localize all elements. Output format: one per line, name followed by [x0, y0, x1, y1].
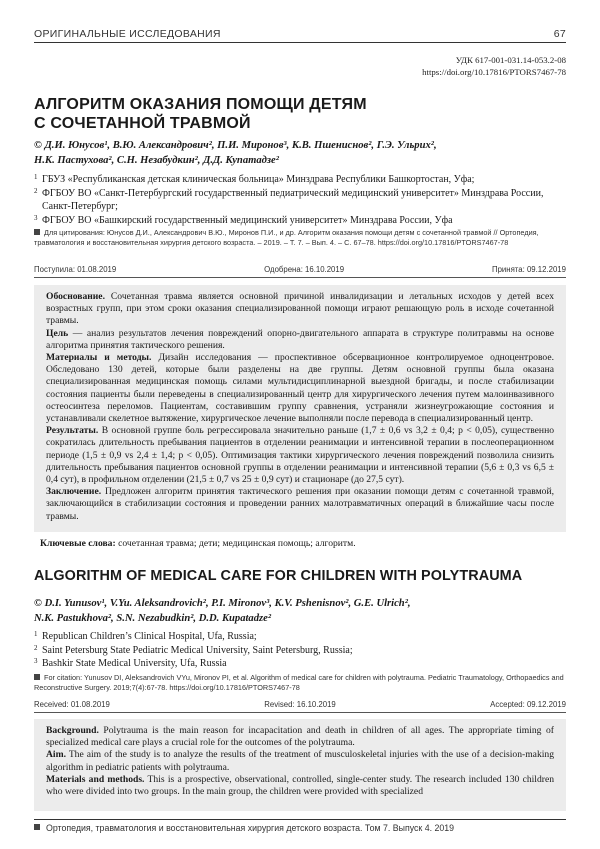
abstract-ru-background: Обоснование. Сочетанная травма является основной причиной инвалидизации и летальных исходов у детей всех возрастных групп, при этом сроки оказания специализированной помощи играют решающую роль в исходе сочетанной травмы. — [46, 291, 554, 327]
footer-divider — [34, 819, 566, 820]
article-title-ru — [34, 95, 554, 133]
article-title-en: ALGORITHM OF MEDICAL CARE FOR CHILDREN WITH POLYTRAUMA — [34, 568, 523, 584]
doi-link[interactable]: https://doi.org/10.17816/PTORS7467-78 — [422, 67, 566, 77]
abstract-en-methods: Materials and methods. This is a prospective, observational, controlled, single-center study. The research included 130 children who were divided into two groups. In the main group, the children were provided with specialized — [46, 773, 554, 798]
revised-date-en: Revised: 16.10.2019 — [264, 700, 336, 709]
square-bullet-icon — [34, 229, 40, 235]
authors-en-line-1: © D.I. Yunusov¹, V.Yu. Aleksandrovich², P.I. Mironov³, K.V. Pshenisnov², G.E. Ulrich², — [34, 598, 411, 609]
abstract-ru-methods: Материалы и методы. Дизайн исследования — проспективное обсервационное контролируемое одноцентровое. Обследовано 130 детей, которые были разделены на две группы. Детям основной группы была оказана специализированная медицинская помощь силами мультидисциплинарной выездной бригады, и после стабилизации состояния пациенты были переведены в специализированный центр для хирургического лечения путем малоинвазивного остеосинтеза переломов. Пациентам, составившим группу сравнения, устраняли жизнеугрожающие состояния и устанавливали скелетное вытяжение, хирургическое лечение выполняли после перевода в специализированный центр. — [46, 352, 554, 425]
title-ru-line-2: С СОЧЕТАННОЙ ТРАВМОЙ — [34, 115, 251, 132]
square-bullet-icon — [34, 824, 40, 830]
affiliation-ru-1: 1 ГБУЗ «Республиканская детская клиническая больница» Минздрава Республики Башкортостан, Уфа; — [34, 173, 475, 185]
abstract-en — [34, 719, 566, 811]
udk-code: УДК 617-001-031.14-053.2-08 — [455, 55, 566, 65]
authors-en — [34, 596, 574, 626]
header-divider — [34, 42, 566, 43]
affiliation-ru-2: 2 ФГБОУ ВО «Санкт-Петербургский государственный педиатрический медицинский университет» Минздрава России, Санкт-Петербург; — [34, 186, 544, 212]
citation-en: For citation: Yunusov DI, Aleksandrovich VYu, Mironov PI, et al. Algorithm of medical care for children with polytrauma. Pediatric Traumatology, Orthopaedics and Reconstructive Surgery. 2019;7(4):67-78. https://doi.org/10.17816/PTORS7467-78 — [34, 673, 564, 692]
running-footer — [34, 823, 454, 833]
citation-ru: Для цитирования: Юнусов Д.И., Александрович В.Ю., Миронов П.И., и др. Алгоритм оказания помощи детям с сочетанной травмой // Ортопедия, травматология и восстановительная хирургия детского возраста. – 2019. – Т. 7. – Вып. 4. – С. 67–78. https://doi.org/10.17816/PTORS7467-78 — [34, 228, 539, 247]
accepted-date-en: Accepted: 09.12.2019 — [490, 700, 566, 709]
received-date-en: Received: 01.08.2019 — [34, 700, 110, 709]
abstract-ru-aim: Цель — анализ результатов лечения повреждений опорно-двигательного аппарата в структуре политравмы на основе алгоритма принятия тактического решения. — [46, 327, 554, 351]
dates-ru — [34, 265, 566, 278]
title-ru-line-1: АЛГОРИТМ ОКАЗАНИЯ ПОМОЩИ ДЕТЯМ — [34, 96, 367, 113]
journal-info: Ортопедия, травматология и восстановительная хирургия детского возраста. Том 7. Выпуск 4. 2019 — [46, 823, 455, 833]
abstract-ru-conclusion: Заключение. Предложен алгоритм принятия тактического решения при оказании помощи детям с сочетанной травмой, заключающийся в стабилизации состояния и проведении ранних малотравматичных операций в ближайшие часы после травмы. — [46, 486, 554, 522]
authors-ru-line-2: Н.К. Пастухова², С.Н. Незабудкин², Д.Д. Купатадзе² — [34, 155, 279, 166]
abstract-ru — [34, 285, 566, 532]
abstract-ru-results: Результаты. В основной группе боль регрессировала значительно раньше (1,7 ± 0,6 vs 3,2 ± 0,4; p < 0,05), существенно сократилась длительность пребывания пациентов в отделении реанимации и интенсивной терапии в послеоперационном периоде (1,5 ± 0,9 vs 2,4 ± 1,4; p < 0,05). Оптимизация тактики хирургического лечения повреждений позволила снизить длительность пребывания пациентов основной группы в отделении реанимации и интенсивной терапии (5,6 ± 0,3 vs 6,5 ± 0,4 сут), в профильном отделении (21,5 ± 0,7 vs 25 ± 0,9 сут) и стационаре (до 27,5 сут). — [46, 425, 554, 486]
keywords-ru: Ключевые слова: сочетанная травма; дети; медицинская помощь; алгоритм. — [40, 538, 356, 549]
abstract-en-background: Background. Polytrauma is the main reason for incapacitation and death in children of all ages. The appropriate timing of specialized medical care plays a crucial role for the outcomes of the polytrauma. — [46, 725, 554, 749]
abstract-en-aim: Aim. The aim of the study is to analyze the results of the treatment of musculoskeletal injuries with the use of a decision-making algorithm in pediatric patients with polytrauma. — [46, 749, 554, 773]
authors-ru — [34, 138, 574, 168]
affiliations-ru — [34, 173, 574, 227]
authors-en-line-2: N.K. Pastukhova², S.N. Nezabudkin², D.D. Kupatadze² — [34, 613, 272, 624]
dates-en — [34, 700, 566, 713]
affiliation-en-3: 3 Bashkir State Medical University, Ufa, Russia — [34, 657, 227, 669]
approved-date-ru: Одобрена: 16.10.2019 — [264, 265, 345, 274]
affiliation-en-1: 1 Republican Children’s Clinical Hospital, Ufa, Russia; — [34, 630, 257, 642]
square-bullet-icon — [34, 674, 40, 680]
received-date-ru: Поступила: 01.08.2019 — [34, 265, 117, 274]
affiliation-ru-3: 3 ФГБОУ ВО «Башкирский государственный медицинский университет» Минздрава России, Уфа — [34, 213, 453, 226]
affiliation-en-2: 2 Saint Petersburg State Pediatric Medical University, Saint Petersburg, Russia; — [34, 643, 353, 656]
page-number: 67 — [553, 28, 566, 40]
accepted-date-ru: Принята: 09.12.2019 — [491, 265, 566, 274]
running-header — [34, 24, 566, 40]
affiliations-en — [34, 630, 574, 671]
section-title: ОРИГИНАЛЬНЫЕ ИССЛЕДОВАНИЯ — [34, 28, 221, 40]
udk-block — [422, 54, 566, 78]
authors-ru-line-1: © Д.И. Юнусов¹, В.Ю. Александрович², П.И. Миронов³, К.В. Пшениснов², Г.Э. Ульрих², — [34, 140, 437, 151]
